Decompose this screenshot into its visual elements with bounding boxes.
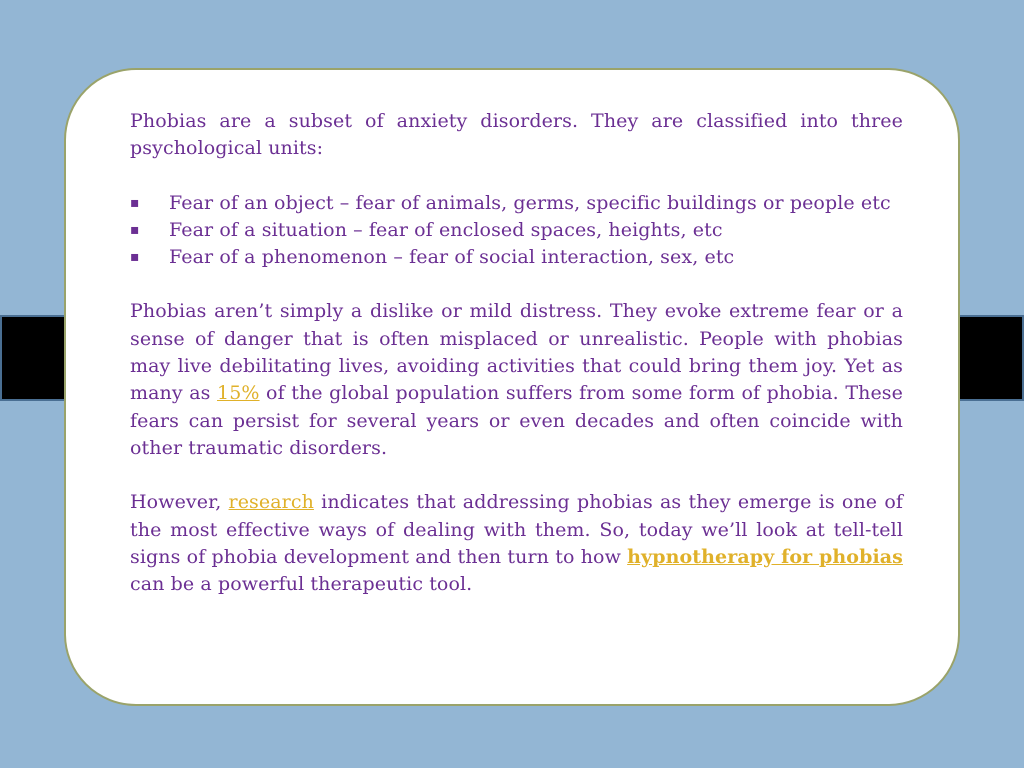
paragraph-text: However, xyxy=(130,491,229,514)
paragraph-text: can be a powerful therapeutic tool. xyxy=(130,573,473,596)
list-item-text: Fear of a situation – fear of enclosed spaces, heights, etc xyxy=(169,218,723,241)
research-link[interactable]: research xyxy=(228,491,314,514)
list-item xyxy=(130,217,903,244)
paragraph-text: of the global population suffers from some form of phobia. These fears can persist for several years or even decades and often coincide with other traumatic disorders. xyxy=(130,382,903,459)
hypnotherapy-link[interactable]: hypnotherapy for phobias xyxy=(627,545,903,568)
intro-paragraph: Phobias are a subset of anxiety disorders. They are classified into three psychological units: xyxy=(130,110,903,160)
spacer xyxy=(130,462,903,489)
spacer xyxy=(130,163,903,190)
conclusion-paragraph xyxy=(130,489,903,598)
spacer xyxy=(130,271,903,298)
square-bullet-icon: ▪ xyxy=(130,194,140,211)
slide-content xyxy=(130,108,903,598)
phobia-description-paragraph xyxy=(130,298,903,462)
statistic-link[interactable]: 15% xyxy=(217,382,260,405)
paragraph-text: Phobias aren’t simply a dislike or mild distress. They evoke extreme fear or a sense of danger that is often misplaced or unrealistic. People with phobias may live debilitating lives, avoiding activities that could bring them joy. Yet as many as xyxy=(130,300,903,405)
square-bullet-icon: ▪ xyxy=(130,249,140,266)
list-item xyxy=(130,244,903,271)
list-item xyxy=(130,190,903,217)
list-item-text: Fear of a phenomenon – fear of social interaction, sex, etc xyxy=(169,246,735,269)
square-bullet-icon: ▪ xyxy=(130,221,140,238)
bullet-list xyxy=(130,190,903,272)
list-item-text: Fear of an object – fear of animals, germs, specific buildings or people etc xyxy=(169,191,891,214)
paragraph-text: indicates that addressing phobias as they emerge is one of the most effective ways of dealing with them. So, today we’ll look at tell-tell signs of phobia development and then turn to how xyxy=(130,491,903,568)
